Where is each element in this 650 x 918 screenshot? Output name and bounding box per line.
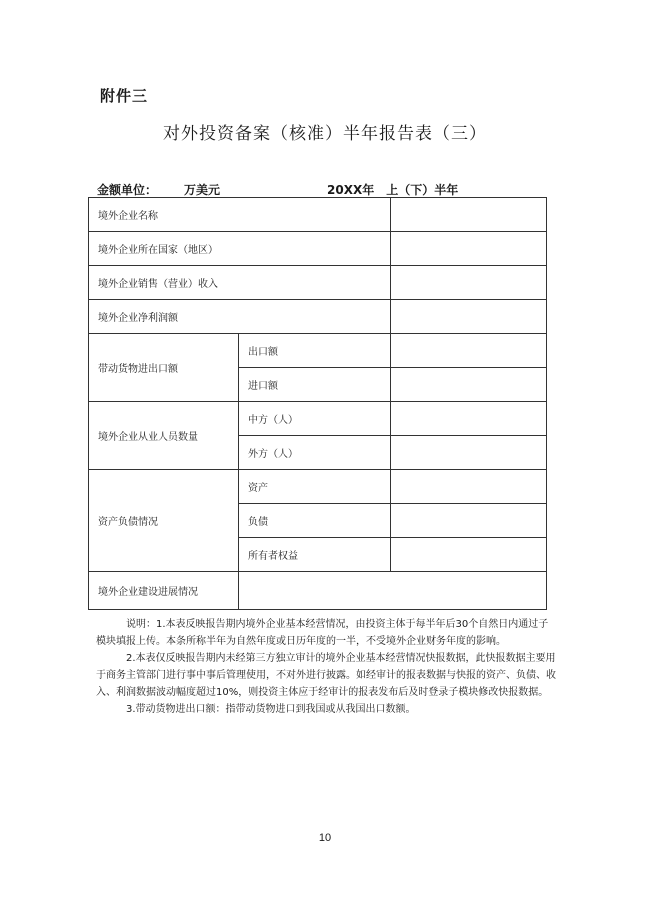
group-label-trade: 带动货物进出口额 xyxy=(89,334,239,402)
sub-label-chinese-staff: 中方（人） xyxy=(239,402,391,436)
table-row xyxy=(89,402,547,436)
value-cell-overseas-name xyxy=(391,198,547,232)
value-cell-sales-revenue xyxy=(391,266,547,300)
row-label-construction-progress: 境外企业建设进展情况 xyxy=(89,572,239,610)
report-table xyxy=(88,197,547,610)
value-cell-owners-equity xyxy=(391,538,547,572)
row-label-sales-revenue: 境外企业销售（营业）收入 xyxy=(89,266,391,300)
sub-label-import: 进口额 xyxy=(239,368,391,402)
value-cell-import xyxy=(391,368,547,402)
note-3: 3.带动货物进出口额：指带动货物进口到我国或从我国出口数额。 xyxy=(126,704,416,715)
attachment-label: 附件三 xyxy=(100,87,149,105)
amount-unit-value: 万美元 xyxy=(184,183,221,197)
table-row xyxy=(89,334,547,368)
note-2: 2.本表仅反映报告期内未经第三方独立审计的境外企业基本经营情况快报数据，此快报数据主要用于商务主管部门进行事中事后管理使用，不对外进行披露。如经审计的报表数据与快报的资产、负债、收入、利润数据波动幅度超过10%，则投资主体应于经审计的报表发布后及时登录子模块修改快报数据。 xyxy=(96,653,556,698)
value-cell-construction-progress xyxy=(239,572,547,610)
group-label-balance: 资产负债情况 xyxy=(89,470,239,572)
note-1: 说明：1.本表反映报告期内境外企业基本经营情况，由投资主体于每半年后30个自然日内通过子模块填报上传。本条所称半年为自然年度或日历年度的一半，不受境外企业财务年度的影响。 xyxy=(96,619,549,647)
table-row xyxy=(89,232,547,266)
sub-label-assets: 资产 xyxy=(239,470,391,504)
value-cell-country-region xyxy=(391,232,547,266)
row-label-country-region: 境外企业所在国家（地区） xyxy=(89,232,391,266)
form-title: 对外投资备案（核准）半年报告表（三） xyxy=(163,124,487,144)
group-label-staff: 境外企业从业人员数量 xyxy=(89,402,239,470)
value-cell-net-profit xyxy=(391,300,547,334)
amount-unit-label: 金额单位： xyxy=(97,183,158,197)
table-row xyxy=(89,198,547,232)
page-number: 10 xyxy=(318,832,332,844)
sub-label-liabilities: 负债 xyxy=(239,504,391,538)
value-cell-chinese-staff xyxy=(391,402,547,436)
table-row xyxy=(89,300,547,334)
sub-label-owners-equity: 所有者权益 xyxy=(239,538,391,572)
value-cell-foreign-staff xyxy=(391,436,547,470)
notes-section xyxy=(96,616,558,718)
value-cell-assets xyxy=(391,470,547,504)
row-label-net-profit: 境外企业净利润额 xyxy=(89,300,391,334)
table-row xyxy=(89,266,547,300)
report-period: 20XX年 上（下）半年 xyxy=(327,183,459,197)
value-cell-liabilities xyxy=(391,504,547,538)
table-row xyxy=(89,470,547,504)
table-row xyxy=(89,572,547,610)
row-label-overseas-name: 境外企业名称 xyxy=(89,198,391,232)
value-cell-export xyxy=(391,334,547,368)
sub-label-export: 出口额 xyxy=(239,334,391,368)
sub-label-foreign-staff: 外方（人） xyxy=(239,436,391,470)
